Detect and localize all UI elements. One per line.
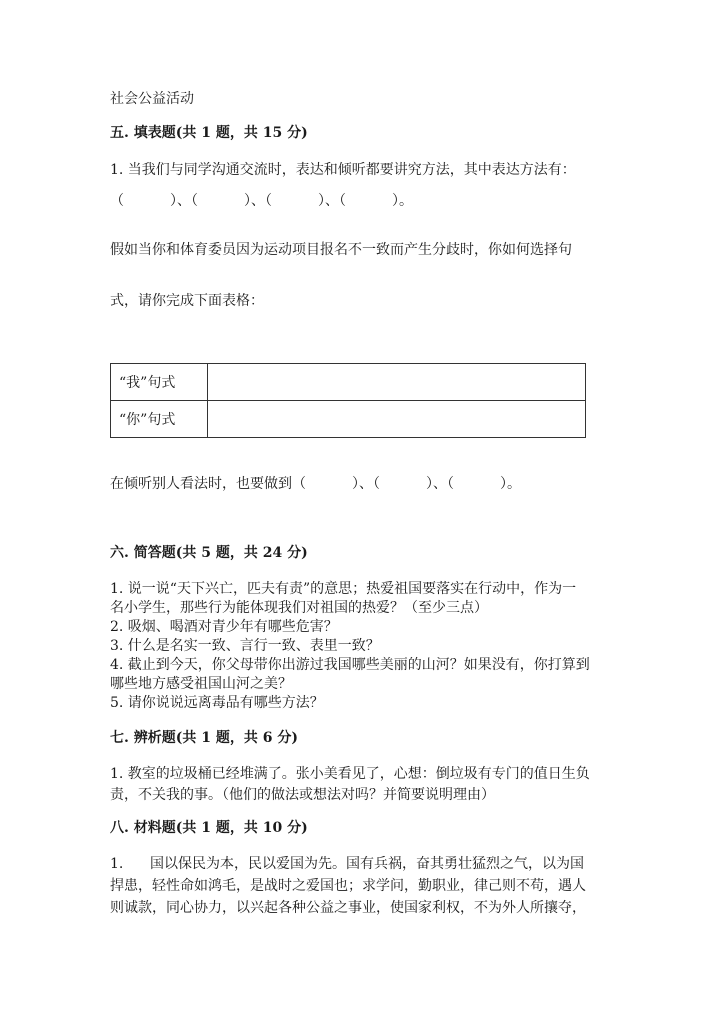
blank-sep: ）、（: [318, 193, 346, 209]
table-row: [111, 364, 586, 401]
blank-sep: ）、（: [170, 193, 198, 209]
listening-sep: ）、（: [352, 476, 380, 492]
section5-q1-text: 1. 当我们与同学沟通交流时，表达和倾听都要讲究方法，其中表达方法有：: [110, 162, 576, 178]
listening-blanks: [110, 475, 521, 493]
section6-line: 3. 什么是名实一致、言行一致、表里一致？: [110, 638, 380, 654]
table-row: [111, 401, 586, 438]
section8-line: 捍患，轻性命如鸿毛，是战时之爱国也；求学问，勤职业，律己则不苟，遇人: [110, 878, 586, 894]
section8-number: 1.: [110, 856, 124, 872]
section6-line: 1. 说一说“天下兴亡，匹夫有责”的意思；热爱祖国要落实在行动中，作为一: [110, 581, 577, 597]
section6-title: 六. 简答题(共 5 题，共 24 分): [110, 545, 308, 561]
blank-sep: ）、（: [244, 193, 272, 209]
section7-line: 责，不关我的事。（他们的做法或想法对吗？并简要说明理由）: [110, 787, 495, 803]
section6-line: 名小学生，那些行为能体现我们对祖国的热爱？（至少三点）: [110, 600, 488, 616]
listening-close: ）。: [500, 476, 521, 492]
section8-title: 八. 材料题(共 1 题，共 10 分): [110, 820, 308, 836]
table-row-label: “你”句式: [111, 401, 208, 438]
table-row-answer[interactable]: [208, 401, 586, 438]
table-row-answer[interactable]: [208, 364, 586, 401]
section6-line: 4. 截止到今天，你父母带你出游过我国哪些美丽的山河？如果没有，你打算到: [110, 657, 590, 673]
section6-line: 哪些地方感受祖国山河之美？: [110, 676, 292, 692]
table-row-label: “我”句式: [111, 364, 208, 401]
scenario-line-1: 假如当你和体育委员因为运动项目报名不一致而产生分歧时，你如何选择句: [110, 242, 572, 258]
sentence-form-table: [110, 363, 586, 438]
section5-blanks: [110, 192, 413, 210]
section8-line: 则诚款，同心协力，以兴起各种公益之事业，使国家利权，不为外人所攘夺，: [110, 900, 586, 916]
top-line: 社会公益活动: [110, 91, 194, 107]
blank-open: （: [110, 193, 124, 209]
section6-line: 5. 请你说说远离毒品有哪些方法？: [110, 695, 324, 711]
section8-line: 国以保民为本，民以爱国为先。国有兵祸，奋其勇壮猛烈之气，以为国: [150, 856, 584, 872]
listening-prefix: 在倾听别人看法时，也要做到（: [110, 476, 306, 492]
section7-title: 七. 辨析题(共 1 题，共 6 分): [110, 730, 298, 746]
blank-close: ）。: [392, 193, 413, 209]
scenario-line-2: 式，请你完成下面表格：: [110, 293, 264, 309]
section7-line: 1. 教室的垃圾桶已经堆满了。张小美看见了，心想：倒垃圾有专门的值日生负: [110, 766, 590, 782]
section6-line: 2. 吸烟、喝酒对青少年有哪些危害？: [110, 619, 338, 635]
listening-sep: ）、（: [426, 476, 454, 492]
section5-title: 五. 填表题(共 1 题，共 15 分): [110, 125, 308, 141]
